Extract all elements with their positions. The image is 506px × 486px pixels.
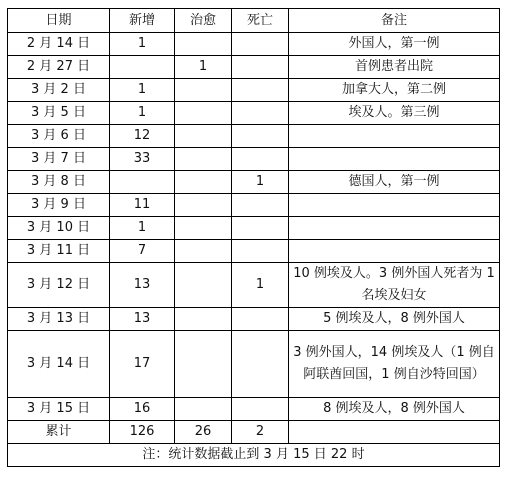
note-cell [289,125,500,148]
table-row [8,194,500,217]
date-cell: 3 月 9 日 [8,194,110,217]
footnote-row [8,444,500,467]
new-cell: 17 [110,331,175,398]
table-row [8,33,500,56]
date-cell: 3 月 5 日 [8,102,110,125]
cured-cell [175,148,232,171]
footnote: 注：统计数据截止到 3 月 15 日 22 时 [8,444,500,467]
deaths-cell [232,331,289,398]
deaths-cell [232,33,289,56]
deaths-cell: 1 [232,263,289,308]
new-cell: 13 [110,263,175,308]
note-cell: 首例患者出院 [289,56,500,79]
total-label: 累计 [8,421,110,444]
table-row [8,79,500,102]
note-cell: 埃及人。第三例 [289,102,500,125]
table-row [8,171,500,194]
total-note [289,421,500,444]
note-cell: 德国人，第一例 [289,171,500,194]
deaths-cell [232,148,289,171]
date-cell: 3 月 7 日 [8,148,110,171]
new-cell: 1 [110,33,175,56]
cured-cell [175,263,232,308]
new-cell [110,171,175,194]
date-cell: 3 月 12 日 [8,263,110,308]
cured-cell [175,398,232,421]
new-cell: 7 [110,240,175,263]
note-cell: 8 例埃及人，8 例外国人 [289,398,500,421]
cured-cell [175,331,232,398]
cured-cell [175,125,232,148]
new-cell: 1 [110,79,175,102]
cured-cell [175,217,232,240]
cured-cell [175,308,232,331]
cured-cell [175,33,232,56]
table-row [8,102,500,125]
total-new: 126 [110,421,175,444]
table-row [8,56,500,79]
note-cell [289,148,500,171]
total-cured: 26 [175,421,232,444]
date-cell: 3 月 6 日 [8,125,110,148]
deaths-cell [232,398,289,421]
table-row [8,217,500,240]
table-row [8,398,500,421]
cured-cell [175,194,232,217]
deaths-cell [232,56,289,79]
deaths-cell [232,194,289,217]
date-cell: 2 月 14 日 [8,33,110,56]
date-cell: 3 月 11 日 [8,240,110,263]
date-cell: 3 月 15 日 [8,398,110,421]
new-cell: 13 [110,308,175,331]
new-cell: 16 [110,398,175,421]
new-cell [110,56,175,79]
note-cell: 10 例埃及人。3 例外国人死者为 1 名埃及妇女 [289,263,500,308]
table-row [8,308,500,331]
new-cell: 33 [110,148,175,171]
note-cell [289,240,500,263]
date-cell: 3 月 14 日 [8,331,110,398]
cured-cell: 1 [175,56,232,79]
deaths-cell [232,240,289,263]
note-cell: 加拿大人，第二例 [289,79,500,102]
cured-cell [175,79,232,102]
deaths-cell [232,217,289,240]
note-cell [289,217,500,240]
new-cell: 12 [110,125,175,148]
deaths-cell [232,79,289,102]
note-cell: 外国人，第一例 [289,33,500,56]
date-cell: 2 月 27 日 [8,56,110,79]
date-cell: 3 月 10 日 [8,217,110,240]
cured-cell [175,102,232,125]
deaths-cell: 1 [232,171,289,194]
header-note: 备注 [289,9,500,33]
note-cell [289,194,500,217]
table-row [8,240,500,263]
cured-cell [175,171,232,194]
date-cell: 3 月 13 日 [8,308,110,331]
header-date: 日期 [8,9,110,33]
date-cell: 3 月 8 日 [8,171,110,194]
deaths-cell [232,125,289,148]
cured-cell [175,240,232,263]
deaths-cell [232,102,289,125]
header-row [8,9,500,33]
table-row [8,331,500,398]
total-row [8,421,500,444]
total-deaths: 2 [232,421,289,444]
table-row [8,125,500,148]
table-row [8,263,500,308]
note-cell: 3 例外国人，14 例埃及人（1 例自阿联酋回国，1 例自沙特回国） [289,331,500,398]
header-deaths: 死亡 [232,9,289,33]
new-cell: 11 [110,194,175,217]
table-row [8,148,500,171]
new-cell: 1 [110,102,175,125]
note-cell: 5 例埃及人，8 例外国人 [289,308,500,331]
covid-cases-table [7,8,500,467]
deaths-cell [232,308,289,331]
header-new: 新增 [110,9,175,33]
header-cured: 治愈 [175,9,232,33]
new-cell: 1 [110,217,175,240]
date-cell: 3 月 2 日 [8,79,110,102]
